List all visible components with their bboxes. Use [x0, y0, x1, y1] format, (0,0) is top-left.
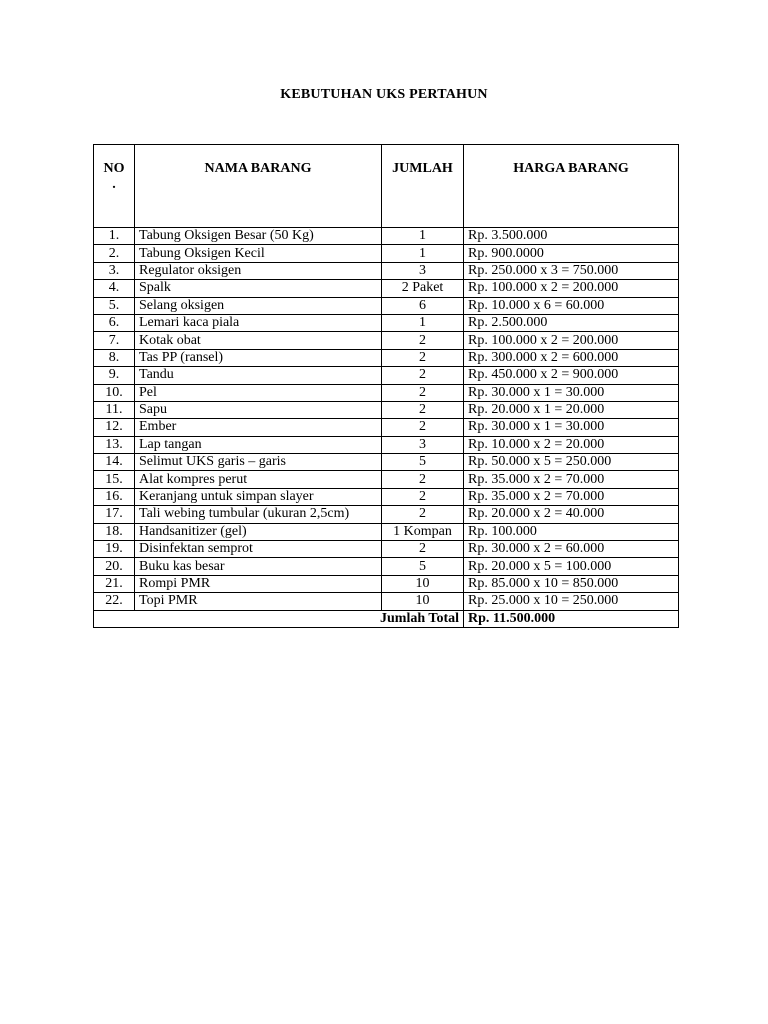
item-price: Rp. 20.000 x 5 = 100.000 [464, 558, 679, 575]
item-quantity: 1 [382, 228, 464, 245]
table-body [94, 228, 679, 611]
document-title: KEBUTUHAN UKS PERTAHUN [280, 87, 488, 102]
header-no-label: NO [103, 161, 125, 176]
row-number: 8. [94, 349, 135, 366]
item-name: Rompi PMR [135, 575, 382, 592]
row-number: 13. [94, 436, 135, 453]
item-quantity: 1 Kompan [382, 523, 464, 540]
item-quantity: 2 [382, 488, 464, 505]
item-name: Keranjang untuk simpan slayer [135, 488, 382, 505]
item-price: Rp. 30.000 x 2 = 60.000 [464, 541, 679, 558]
item-name: Lap tangan [135, 436, 382, 453]
item-name: Ember [135, 419, 382, 436]
row-number: 17. [94, 506, 135, 523]
row-number: 20. [94, 558, 135, 575]
table-row [94, 384, 679, 401]
table-row [94, 228, 679, 245]
item-name: Tas PP (ransel) [135, 349, 382, 366]
item-quantity: 2 [382, 349, 464, 366]
item-price: Rp. 25.000 x 10 = 250.000 [464, 593, 679, 610]
table-row [94, 419, 679, 436]
table-row [94, 367, 679, 384]
item-price: Rp. 300.000 x 2 = 600.000 [464, 349, 679, 366]
table-row [94, 454, 679, 471]
row-number: 3. [94, 262, 135, 279]
table-row [94, 593, 679, 610]
table-row [94, 245, 679, 262]
item-name: Sapu [135, 401, 382, 418]
row-number: 9. [94, 367, 135, 384]
header-price: HARGA BARANG [464, 145, 679, 228]
item-quantity: 2 [382, 471, 464, 488]
table-row [94, 280, 679, 297]
table-row [94, 558, 679, 575]
item-name: Kotak obat [135, 332, 382, 349]
table-row [94, 436, 679, 453]
item-quantity: 2 [382, 541, 464, 558]
item-price: Rp. 2.500.000 [464, 314, 679, 331]
row-number: 16. [94, 488, 135, 505]
item-price: Rp. 20.000 x 2 = 40.000 [464, 506, 679, 523]
header-name: NAMA BARANG [135, 145, 382, 228]
item-quantity: 5 [382, 454, 464, 471]
item-quantity: 6 [382, 297, 464, 314]
item-name: Tali webing tumbular (ukuran 2,5cm) [135, 506, 382, 523]
total-row [94, 610, 679, 627]
item-name: Tabung Oksigen Kecil [135, 245, 382, 262]
item-quantity: 5 [382, 558, 464, 575]
item-quantity: 3 [382, 262, 464, 279]
item-name: Alat kompres perut [135, 471, 382, 488]
item-quantity: 2 [382, 401, 464, 418]
row-number: 2. [94, 245, 135, 262]
item-name: Lemari kaca piala [135, 314, 382, 331]
item-quantity: 2 [382, 506, 464, 523]
item-name: Pel [135, 384, 382, 401]
item-name: Topi PMR [135, 593, 382, 610]
row-number: 1. [94, 228, 135, 245]
item-price: Rp. 450.000 x 2 = 900.000 [464, 367, 679, 384]
item-price: Rp. 30.000 x 1 = 30.000 [464, 419, 679, 436]
item-price: Rp. 3.500.000 [464, 228, 679, 245]
item-quantity: 1 [382, 314, 464, 331]
item-name: Tabung Oksigen Besar (50 Kg) [135, 228, 382, 245]
table-row [94, 488, 679, 505]
item-price: Rp. 10.000 x 6 = 60.000 [464, 297, 679, 314]
table-row [94, 506, 679, 523]
row-number: 4. [94, 280, 135, 297]
item-quantity: 10 [382, 575, 464, 592]
item-price: Rp. 35.000 x 2 = 70.000 [464, 471, 679, 488]
table-row [94, 349, 679, 366]
item-price: Rp. 250.000 x 3 = 750.000 [464, 262, 679, 279]
table-row [94, 575, 679, 592]
row-number: 7. [94, 332, 135, 349]
items-table [93, 144, 679, 628]
row-number: 19. [94, 541, 135, 558]
item-quantity: 2 [382, 332, 464, 349]
item-price: Rp. 100.000 x 2 = 200.000 [464, 332, 679, 349]
table-row [94, 401, 679, 418]
item-quantity: 3 [382, 436, 464, 453]
total-label: Jumlah Total [94, 610, 464, 627]
row-number: 12. [94, 419, 135, 436]
table-row [94, 523, 679, 540]
item-name: Regulator oksigen [135, 262, 382, 279]
item-name: Handsanitizer (gel) [135, 523, 382, 540]
row-number: 22. [94, 593, 135, 610]
total-value: Rp. 11.500.000 [464, 610, 679, 627]
item-price: Rp. 100.000 x 2 = 200.000 [464, 280, 679, 297]
row-number: 11. [94, 401, 135, 418]
header-no-dot: . [112, 177, 116, 192]
table-row [94, 332, 679, 349]
row-number: 5. [94, 297, 135, 314]
item-price: Rp. 100.000 [464, 523, 679, 540]
item-name: Selang oksigen [135, 297, 382, 314]
item-quantity: 1 [382, 245, 464, 262]
item-quantity: 10 [382, 593, 464, 610]
item-price: Rp. 30.000 x 1 = 30.000 [464, 384, 679, 401]
item-price: Rp. 900.0000 [464, 245, 679, 262]
row-number: 10. [94, 384, 135, 401]
item-price: Rp. 85.000 x 10 = 850.000 [464, 575, 679, 592]
row-number: 6. [94, 314, 135, 331]
item-quantity: 2 [382, 419, 464, 436]
item-price: Rp. 20.000 x 1 = 20.000 [464, 401, 679, 418]
header-no [94, 145, 135, 228]
table-row [94, 471, 679, 488]
item-price: Rp. 50.000 x 5 = 250.000 [464, 454, 679, 471]
table-row [94, 314, 679, 331]
item-name: Spalk [135, 280, 382, 297]
item-name: Disinfektan semprot [135, 541, 382, 558]
item-quantity: 2 Paket [382, 280, 464, 297]
item-quantity: 2 [382, 367, 464, 384]
row-number: 14. [94, 454, 135, 471]
item-name: Tandu [135, 367, 382, 384]
table-row [94, 297, 679, 314]
item-price: Rp. 35.000 x 2 = 70.000 [464, 488, 679, 505]
item-name: Selimut UKS garis – garis [135, 454, 382, 471]
item-price: Rp. 10.000 x 2 = 20.000 [464, 436, 679, 453]
table-row [94, 262, 679, 279]
header-qty: JUMLAH [382, 145, 464, 228]
table-row [94, 541, 679, 558]
row-number: 15. [94, 471, 135, 488]
item-name: Buku kas besar [135, 558, 382, 575]
row-number: 21. [94, 575, 135, 592]
row-number: 18. [94, 523, 135, 540]
table-header-row [94, 145, 679, 228]
item-quantity: 2 [382, 384, 464, 401]
